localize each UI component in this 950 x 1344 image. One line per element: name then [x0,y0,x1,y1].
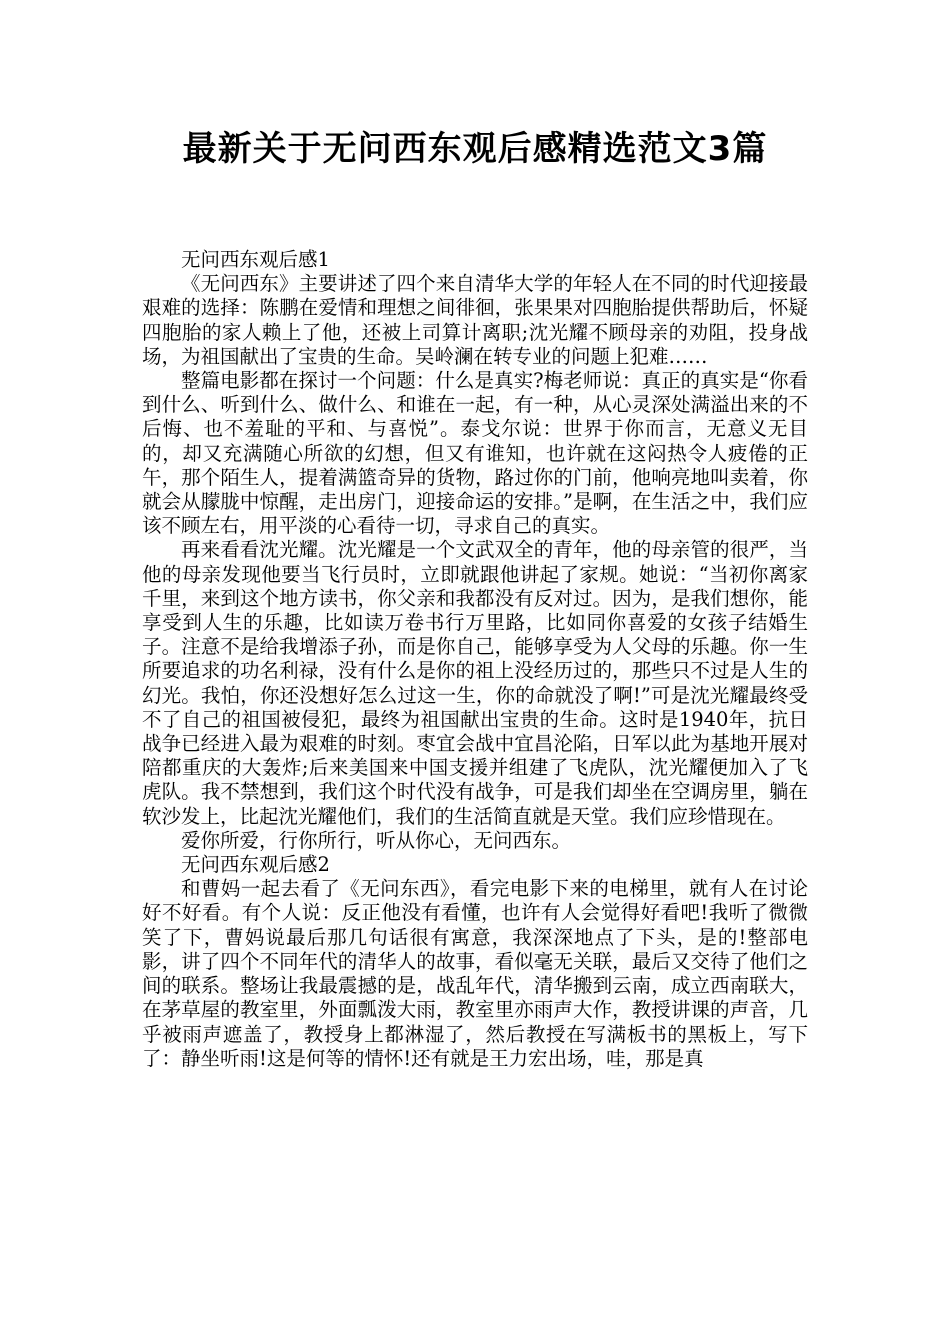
paragraph: 和曹妈一起去看了《无问东西》，看完电影下来的电梯里，就有人在讨论好不好看。有个人说：反正他没有看懂，也许有人会觉得好看吧!我听了微微笑了下，曹妈说最后那几句话很有寓意，我深深地点了下头，是的!整部电影，讲了四个不同年代的清华人的故事，看似毫无关联，最后又交待了他们之间的联系。整场让我最震撼的是，战乱年代，清华搬到云南，成立西南联大，在茅草屋的教室里，外面瓢泼大雨，教室里亦雨声大作，教授讲课的声音，几乎被雨声遮盖了，教授身上都淋湿了，然后教授在写满板书的黑板上，写下了：静坐听雨!这是何等的情怀!还有就是王力宏出场，哇，那是真 [142,877,808,1070]
paragraph: 爱你所爱，行你所行，听从你心，无问西东。 [181,828,572,852]
paragraph: 整篇电影都在探讨一个问题：什么是真实?梅老师说：真正的真实是“你看到什么、听到什么、做什么、和谁在一起，有一种，从心灵深处满溢出来的不后悔、也不羞耻的平和、与喜悦”。泰戈尔说：世界于你而言，无意义无目的，却又充满随心所欲的幻想，但又有谁知，也许就在这闷热令人疲倦的正午，那个陌生人，提着满篮奇异的货物，路过你的门前，他响亮地叫卖着，你就会从朦胧中惊醒，走出房门，迎接命运的安排。”是啊，在生活之中，我们应该不顾左右，用平淡的心看待一切，寻求自己的真实。 [142,369,808,538]
section-heading-1: 无问西东观后感1 [181,248,330,271]
section-heading-2: 无问西东观后感2 [181,853,330,877]
document-title: 最新关于无问西东观后感精选范文3篇 [182,129,768,169]
paragraph: 《无问西东》主要讲述了四个来自清华大学的年轻人在不同的时代迎接最艰难的选择：陈鹏在爱情和理想之间徘徊，张果果对四胞胎提供帮助后，怀疑四胞胎的家人赖上了他，还被上司算计离职;沈光耀不顾母亲的劝阻，投身战场，为祖国献出了宝贵的生命。吴岭澜在转专业的问题上犯难…… [142,272,808,368]
document-body [142,248,808,1071]
paragraph: 再来看看沈光耀。沈光耀是一个文武双全的青年，他的母亲管的很严，当他的母亲发现他要当飞行员时，立即就跟他讲起了家规。她说：“当初你离家千里，来到这个地方读书，你父亲和我都没有反对过。因为，是我们想你，能享受到人生的乐趣，比如读万卷书行万里路，比如同你喜爱的女孩子结婚生子。注意不是给我增添子孙，而是你自己，能够享受为人父母的乐趣。你一生所要追求的功名利禄，没有什么是你的祖上没经历过的，那些只不过是人生的幻光。我怕，你还没想好怎么过这一生，你的命就没了啊!”可是沈光耀最终受不了自己的祖国被侵犯，最终为祖国献出宝贵的生命。这时是1940年，抗日战争已经进入最为艰难的时刻。枣宜会战中宜昌沦陷，日军以此为基地开展对陪都重庆的大轰炸;后来美国来中国支援并组建了飞虎队，沈光耀便加入了飞虎队。我不禁想到，我们这个时代没有战争，可是我们却坐在空调房里，躺在软沙发上，比起沈光耀他们，我们的生活简直就是天堂。我们应珍惜现在。 [142,538,808,828]
